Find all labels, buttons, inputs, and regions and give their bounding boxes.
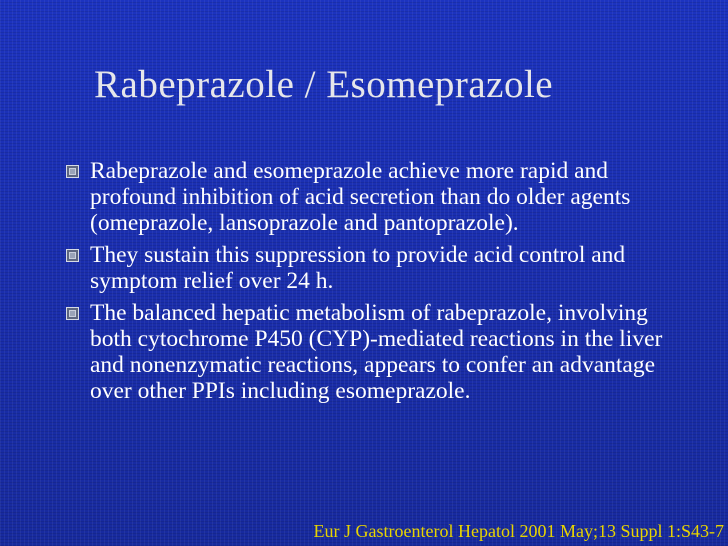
bullet-list	[62, 158, 682, 410]
citation: Eur J Gastroenterol Hepatol 2001 May;13 Suppl 1:S43-7	[313, 521, 724, 541]
bullet-item	[62, 242, 682, 294]
bullet-text: Rabeprazole and esomeprazole achieve more rapid and profound inhibition of acid secretion than do older agents (omeprazole, lansoprazole and pantoprazole).	[90, 158, 631, 236]
square-bullet-icon	[66, 249, 79, 262]
bullet-item	[62, 158, 682, 236]
square-bullet-icon	[66, 165, 79, 178]
bullet-item	[62, 300, 682, 404]
bullet-text: The balanced hepatic metabolism of rabeprazole, involving both cytochrome P450 (CYP)-mediated reactions in the liver and nonenzymatic reactions, appears to confer an advantage over other PPIs including esomeprazole.	[90, 300, 663, 404]
bullet-text: They sustain this suppression to provide acid control and symptom relief over 24 h.	[90, 242, 626, 294]
square-bullet-icon	[66, 307, 79, 320]
slide-title: Rabeprazole / Esomeprazole	[94, 63, 554, 106]
